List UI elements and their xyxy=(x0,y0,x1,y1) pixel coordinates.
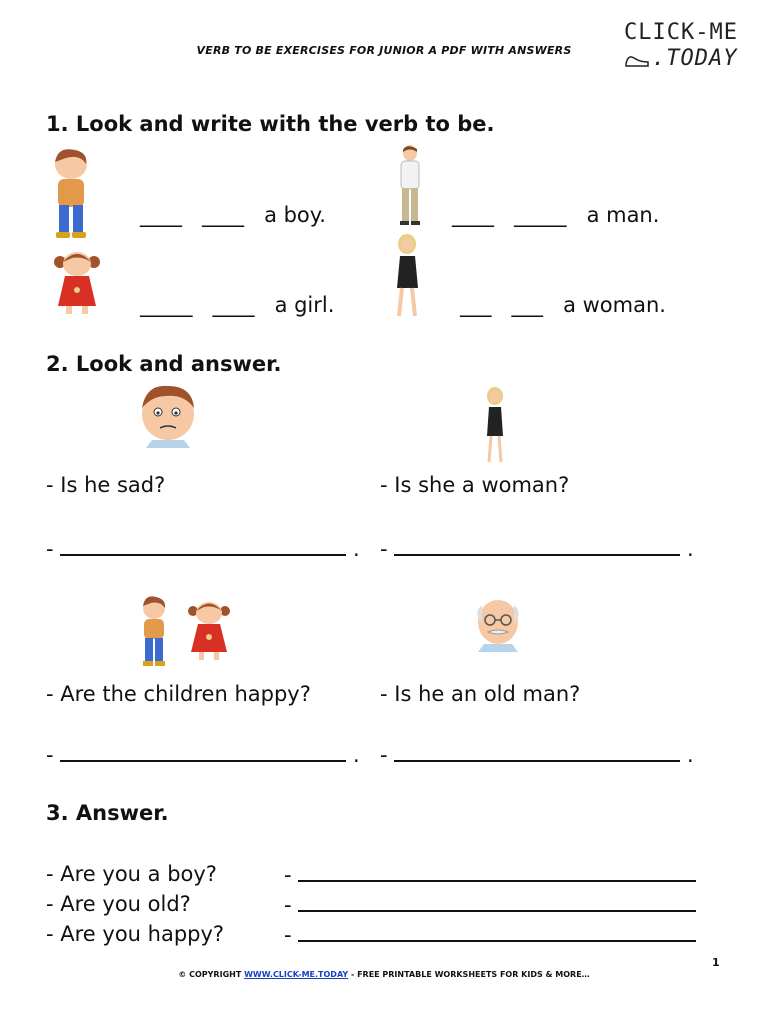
boy-face-image xyxy=(136,382,200,448)
answer-line xyxy=(380,536,694,561)
item-text: a man. xyxy=(586,203,660,227)
answer-prefix: - xyxy=(380,537,395,561)
old-man-face-image xyxy=(470,596,526,652)
answer-blank[interactable]: ____ xyxy=(140,203,182,227)
footer-copyright: © COPYRIGHT xyxy=(178,970,242,979)
answer-suffix: . xyxy=(680,743,694,767)
page-header: VERB TO BE EXERCISES FOR JUNIOR A PDF WITH ANSWERS xyxy=(196,44,572,57)
logo-line-1: CLICK-ME xyxy=(624,20,738,45)
question-are-you-old: - Are you old? xyxy=(46,892,191,916)
question-are-you-a-boy: - Are you a boy? xyxy=(46,862,217,886)
answer-prefix: - xyxy=(284,923,299,947)
answer-line xyxy=(284,922,696,947)
exercise-1-item-girl xyxy=(140,293,334,317)
answer-blank[interactable]: ____ xyxy=(212,293,255,317)
answer-blank[interactable]: _____ xyxy=(140,293,193,317)
answer-blank[interactable]: ___ xyxy=(511,293,544,317)
item-text: a boy. xyxy=(264,203,326,227)
answer-blank[interactable] xyxy=(298,892,696,912)
exercise-1-item-boy xyxy=(140,203,326,227)
answer-blank[interactable] xyxy=(298,922,696,942)
boy-image xyxy=(136,596,172,668)
question-is-she-a-woman: - Is she a woman? xyxy=(380,473,570,497)
logo-line-2: .TODAY xyxy=(652,46,738,71)
answer-line xyxy=(284,862,696,887)
logo xyxy=(624,20,754,76)
woman-image xyxy=(480,386,510,464)
exercise-1-item-man xyxy=(452,203,659,227)
answer-suffix: . xyxy=(346,743,360,767)
answer-blank[interactable] xyxy=(60,536,346,556)
answer-prefix: - xyxy=(284,863,299,887)
question-is-he-an-old-man: - Is he an old man? xyxy=(380,682,581,706)
answer-blank[interactable] xyxy=(394,536,680,556)
exercise-1-item-woman xyxy=(460,293,666,317)
answer-blank[interactable] xyxy=(394,742,680,762)
answer-line xyxy=(46,742,360,767)
question-is-he-sad: - Is he sad? xyxy=(46,473,166,497)
section-2-heading: 2. Look and answer. xyxy=(46,352,282,376)
girl-image xyxy=(52,250,102,316)
answer-suffix: . xyxy=(346,537,360,561)
shoe-icon xyxy=(624,52,650,68)
answer-blank[interactable]: _____ xyxy=(514,203,567,227)
answer-blank[interactable] xyxy=(60,742,346,762)
answer-prefix: - xyxy=(46,743,61,767)
page-number: 1 xyxy=(712,956,720,969)
answer-blank[interactable]: ____ xyxy=(452,203,494,227)
item-text: a girl. xyxy=(274,293,335,317)
woman-image xyxy=(390,232,426,318)
answer-prefix: - xyxy=(284,893,299,917)
answer-prefix: - xyxy=(380,743,395,767)
footer-website-link[interactable]: WWW.CLICK-ME.TODAY xyxy=(244,970,349,979)
question-are-you-happy: - Are you happy? xyxy=(46,922,225,946)
boy-image xyxy=(46,148,96,240)
answer-line xyxy=(46,536,360,561)
answer-line xyxy=(380,742,694,767)
answer-blank[interactable] xyxy=(298,862,696,882)
answer-suffix: . xyxy=(680,537,694,561)
footer xyxy=(0,970,768,979)
answer-blank[interactable]: ___ xyxy=(460,293,492,317)
question-are-the-children-happy: - Are the children happy? xyxy=(46,682,311,706)
answer-line xyxy=(284,892,696,917)
man-image xyxy=(392,144,428,226)
footer-tagline: - FREE PRINTABLE WORKSHEETS FOR KIDS & MORE… xyxy=(348,970,590,979)
girl-image xyxy=(186,600,232,662)
answer-blank[interactable]: ____ xyxy=(202,203,245,227)
section-1-heading: 1. Look and write with the verb to be. xyxy=(46,112,495,136)
item-text: a woman. xyxy=(563,293,666,317)
section-3-heading: 3. Answer. xyxy=(46,801,169,825)
answer-prefix: - xyxy=(46,537,61,561)
